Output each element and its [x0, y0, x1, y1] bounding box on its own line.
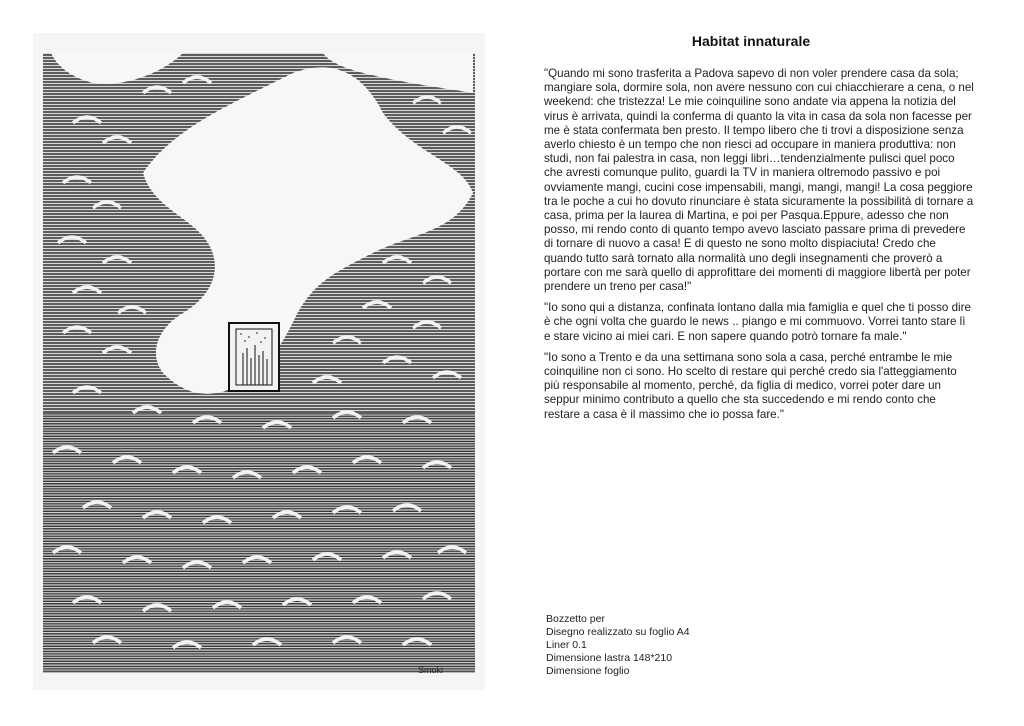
note-line: Dimensione lastra 148*210	[546, 652, 673, 664]
note-line: Disegno realizzato su foglio A4	[546, 626, 690, 638]
cloud-drawing	[33, 33, 485, 690]
testimonial-paragraph: "Quando mi sono trasferita a Padova sapevo di non voler prendere casa da sola; mangiare sola, dormire sola, non avere nessuno con cui chiacchierare a cena, o nel weekend: che tristezza! Le mie coinquiline sono andate via appena la notizia del virus è arrivata, quindi la conferma di quanto la vita in casa da sola non facesse per me è stata confermata ben presto. Il tempo libero che ti trovi a disposizione senza averlo chiesto è un tempo che non riesci ad occupare in maniera produttiva: non studi, non fai palestra in casa, non leggi libri…tendenzialmente pulisci quel poco che avresti comunque pulito, guardi la TV in maniera oltremodo passivo e poi ovviamente mangi, cucini cose impensabili, mangi, mangi, mangi! La cosa peggiore tra le poche a cui ho dovuto rinunciare è stata sicuramente la possibilità di tornare a casa, prima per la laurea di Martina, e poi per Pasqua.Eppure, adesso che non posso, mi rendo conto di quanto tempo avevo lasciato passare prima di prevedere di tornare di nuovo a casa! E di questo ne sono molto dispiaciuta! Credo che quando tutto sarà tornato alla normalità uno degli insegnamenti che proverò a portare con me sarà quello di approfittare dei momenti di maggiore libertà per poter prendere un treno per casa!"	[544, 67, 974, 294]
artwork-image	[33, 33, 485, 690]
note-line: Bozzetto per	[546, 613, 605, 625]
page-title: Habitat innaturale	[691, 33, 811, 49]
testimonial-text	[544, 67, 974, 429]
note-line: Dimensione foglio	[546, 665, 630, 677]
technical-notes	[546, 613, 846, 678]
testimonial-paragraph: "Io sono qui a distanza, confinata lontano dalla mia famiglia e quel che ti posso dire è che ogni volta che guardo le news .. piango e mi commuovo. Vorrei tanto stare lì e stare vicino ai miei cari. E non sapere quando potrò tornare fa male."	[544, 301, 971, 343]
testimonial-paragraph: "Io sono a Trento e da una settimana sono sola a casa, perché entrambe le mie coinquiline non ci sono. Ho scelto di restare qui perché credo sia l'atteggiamento più responsabile al momento, perché, da figlia di medico, vorrei poter dare un seppur minimo contributo a quello che sta succedendo e mi rendo conto che restare a casa è il massimo che io possa fare."	[544, 350, 957, 421]
window-frame	[229, 323, 279, 391]
artist-signature: Smoki	[418, 665, 444, 675]
note-line: Liner 0.1	[546, 639, 587, 651]
